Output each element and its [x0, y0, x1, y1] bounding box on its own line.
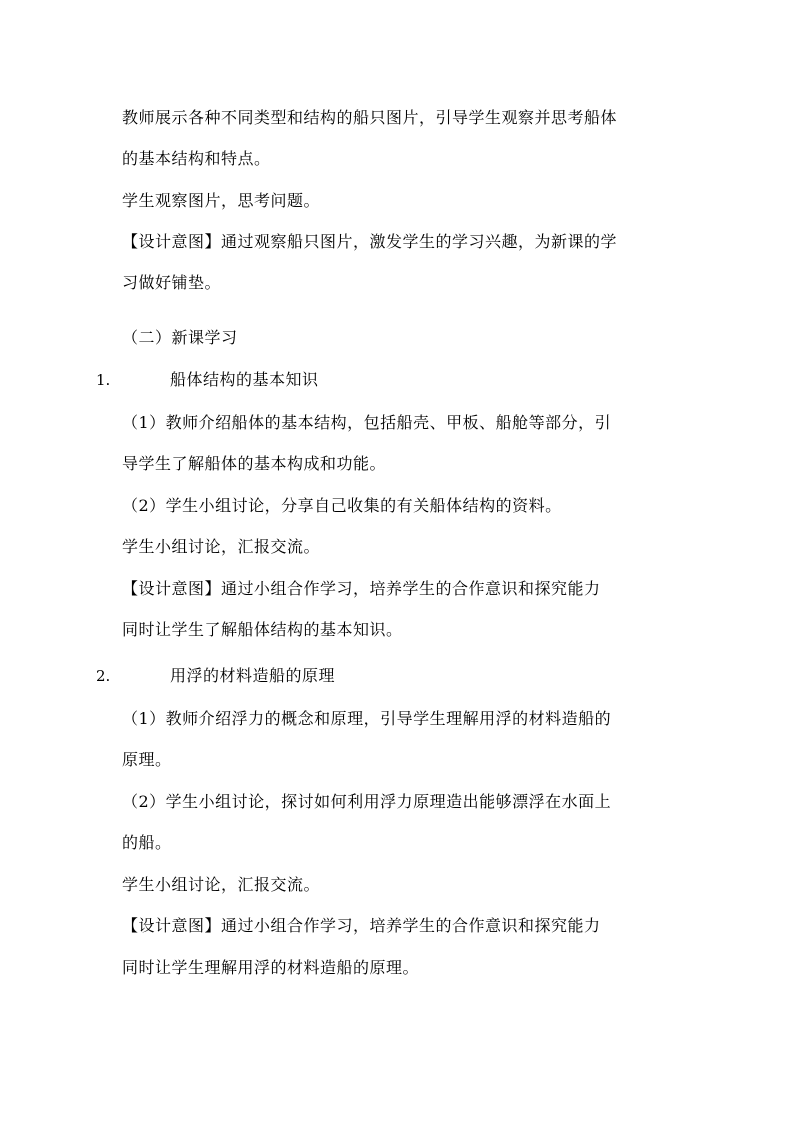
item-2-number: 2. [96, 667, 111, 685]
item-1-p4-line-2: 同时让学生了解船体结构的基本知识。 [122, 620, 403, 639]
item-1-p4-line-1: 【设计意图】通过小组合作学习，培养学生的合作意识和探究能力 [122, 579, 601, 598]
intro-line-2: 的基本结构和特点。 [122, 149, 271, 168]
intro-line-5: 习做好铺垫。 [122, 273, 222, 292]
item-2-p4-line-2: 同时让学生理解用浮的材料造船的原理。 [122, 958, 420, 977]
item-1-p1-line-2: 导学生了解船体的基本构成和功能。 [122, 454, 387, 473]
item-2-p1-line-1: （1）教师介绍浮力的概念和原理，引导学生理解用浮的材料造船的 [122, 709, 612, 728]
item-1-number: 1. [96, 371, 111, 389]
item-2-p1-line-2: 原理。 [122, 750, 172, 769]
item-1-title: 船体结构的基本知识 [170, 370, 319, 389]
item-1-p1-line-1: （1）教师介绍船体的基本结构，包括船壳、甲板、船舱等部分，引 [122, 413, 612, 432]
intro-line-3: 学生观察图片，思考问题。 [122, 191, 321, 210]
intro-line-4: 【设计意图】通过观察船只图片，激发学生的学习兴趣，为新课的学 [122, 232, 618, 251]
intro-line-1: 教师展示各种不同类型和结构的船只图片，引导学生观察并思考船体 [122, 108, 618, 127]
item-2-p4-line-1: 【设计意图】通过小组合作学习，培养学生的合作意识和探究能力 [122, 916, 601, 935]
item-2-p2-line-1: （2）学生小组讨论，探讨如何利用浮力原理造出能够漂浮在水面上 [122, 792, 612, 811]
item-1-p3: 学生小组讨论，汇报交流。 [122, 537, 321, 556]
item-2-p3: 学生小组讨论，汇报交流。 [122, 875, 321, 894]
item-2-title: 用浮的材料造船的原理 [170, 666, 336, 685]
section-heading: （二）新课学习 [122, 328, 238, 347]
item-2-p2-line-2: 的船。 [122, 833, 172, 852]
item-1-p2: （2）学生小组讨论，分享自己收集的有关船体结构的资料。 [122, 496, 562, 515]
